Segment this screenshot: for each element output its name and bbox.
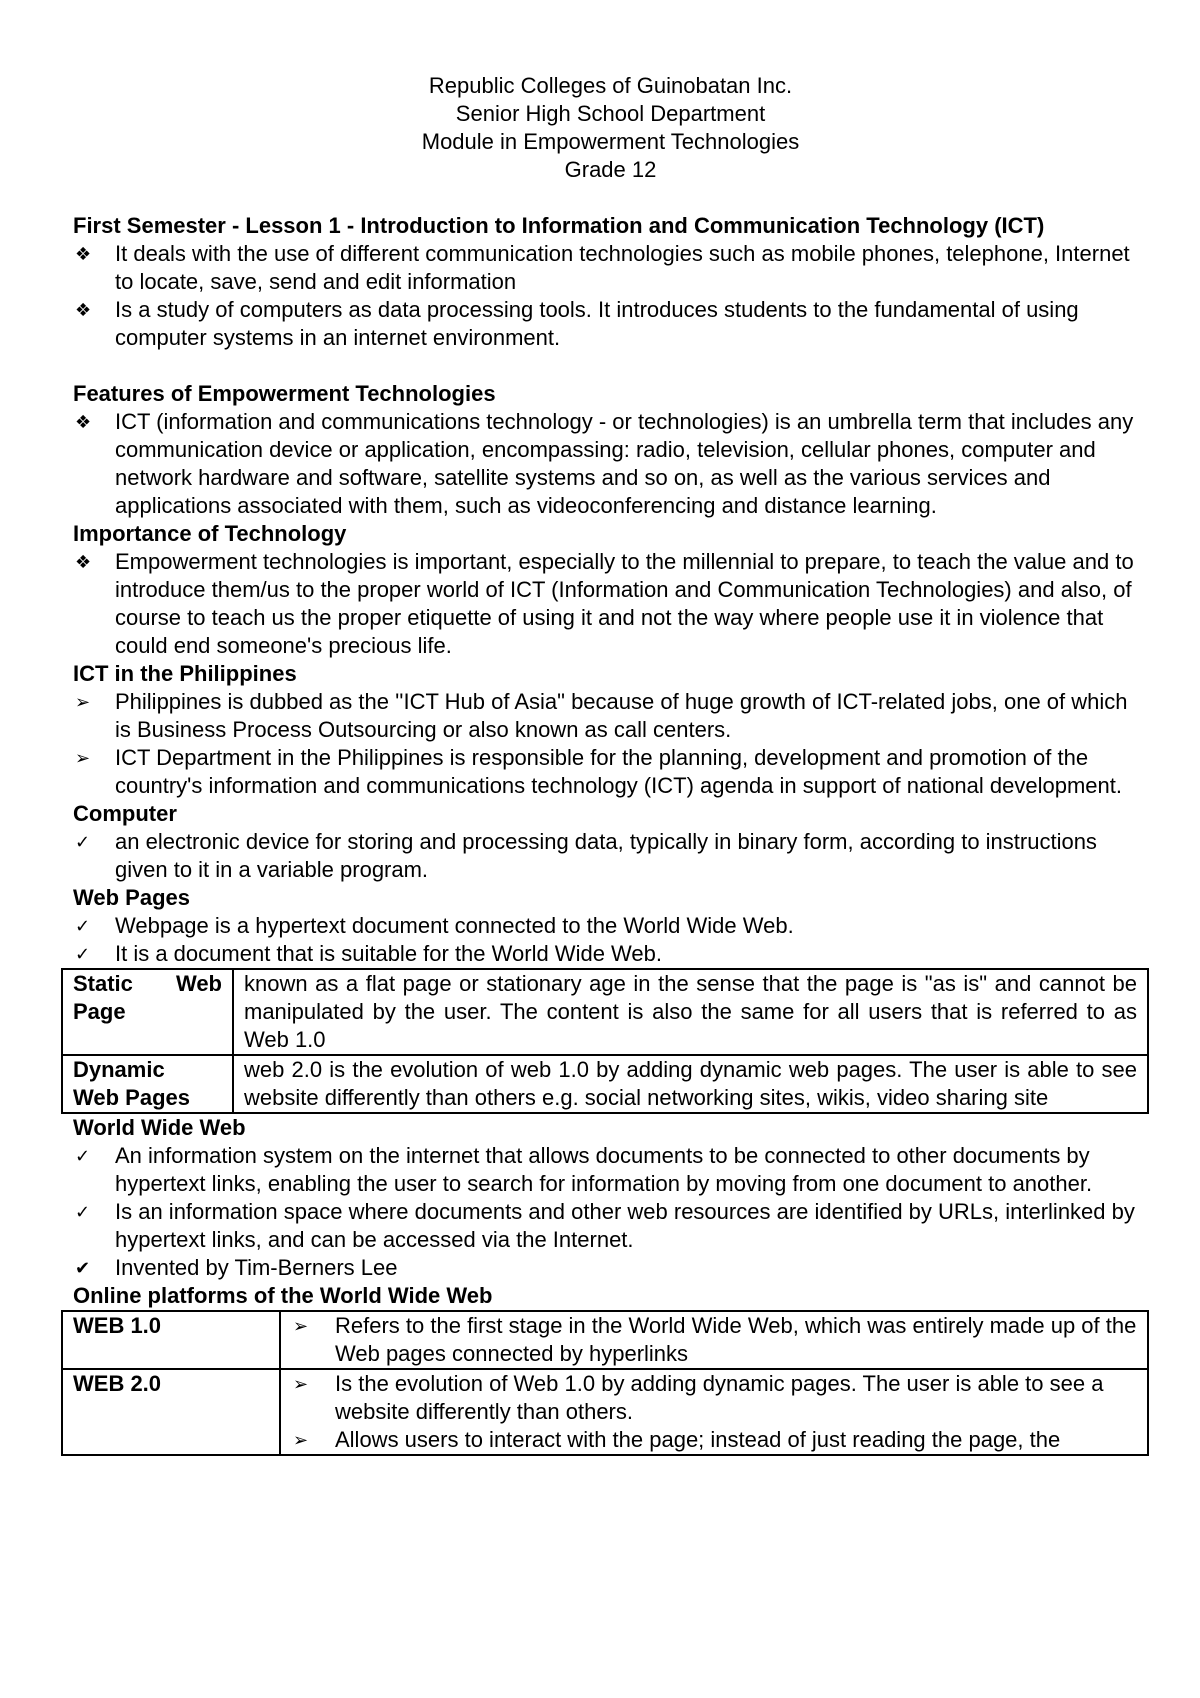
table-cell-description: known as a flat page or stationary age in the sense that the page is "as is" and cannot be manipulated by the user. The content is also the same for all users that is referred to as Web 1.0 <box>233 969 1148 1055</box>
module-title: Module in Empowerment Technologies <box>421 129 800 154</box>
table-row <box>62 969 1148 1055</box>
arrow-bullet-icon: ➢ <box>293 1316 309 1336</box>
table-cell-label: WEB 1.0 <box>62 1311 280 1369</box>
list-item: ✓ Is an information space where documents and other web resources are identified by URLs, interlinked by hypertext links, and can be accessed via the Internet. <box>75 1199 1135 1252</box>
diamond-bullet-icon: ❖ <box>75 244 92 264</box>
table-cell-description <box>280 1311 1148 1369</box>
check-bullet-icon: ✓ <box>75 832 91 852</box>
check-bullet-icon: ✓ <box>75 944 91 964</box>
list-item: ✓ an electronic device for storing and processing data, typically in binary form, according to instructions given to it in a variable program. <box>75 829 1097 882</box>
table-cell-label: Static Web Page <box>62 969 233 1055</box>
school-name: Republic Colleges of Guinobatan Inc. <box>428 73 793 98</box>
table-row <box>62 1369 1148 1455</box>
section-heading-web-pages: Web Pages <box>73 885 190 910</box>
arrow-bullet-icon: ➢ <box>293 1430 309 1450</box>
diamond-bullet-icon: ❖ <box>75 552 92 572</box>
list-item: ➢ Philippines is dubbed as the ''ICT Hub of Asia" because of huge growth of ICT-related jobs, one of which is Business Process Outsourcing or also known as call centers. <box>75 689 1128 742</box>
list-item: ✓ An information system on the internet that allows documents to be connected to other documents by hypertext links, enabling the user to search for information by moving from one document to another. <box>75 1143 1093 1196</box>
arrow-bullet-icon: ➢ <box>75 692 91 712</box>
check-bullet-icon: ✓ <box>75 916 91 936</box>
diamond-bullet-icon: ❖ <box>75 300 92 320</box>
department-name: Senior High School Department <box>455 101 766 126</box>
list-item: ❖ Is a study of computers as data processing tools. It introduces students to the fundamental of using computer systems in an internet environment. <box>75 297 1079 350</box>
table-row <box>62 1055 1148 1113</box>
list-item: ➢ Refers to the first stage in the World Wide Web, which was entirely made up of the Web pages connected by hyperlinks <box>293 1313 1137 1366</box>
platforms-table <box>61 1310 1149 1456</box>
list-item: ➢ ICT Department in the Philippines is responsible for the planning, development and promotion of the country's information and communications technology (ICT) agenda in support of national development. <box>75 745 1122 798</box>
section-heading-importance: Importance of Technology <box>73 521 347 546</box>
list-item: ❖ Empowerment technologies is important, especially to the millennial to prepare, to teach the value and to introduce them/us to the proper world of ICT (Information and Communication Technologies) and also, of course to teach us the proper etiquette of using it and not the way where people use it in violence that could end someone's precious life. <box>75 549 1134 658</box>
list-item: ✔ Invented by Tim-Berners Lee <box>75 1255 398 1280</box>
table-cell-description: web 2.0 is the evolution of web 1.0 by adding dynamic web pages. The user is able to see website differently than others e.g. social networking sites, wikis, video sharing site <box>233 1055 1148 1113</box>
list-item: ❖ It deals with the use of different communication technologies such as mobile phones, telephone, Internet to locate, save, send and edit information <box>75 241 1130 294</box>
section-heading-computer: Computer <box>73 801 177 826</box>
check-bullet-icon: ✓ <box>75 1202 91 1222</box>
list-item: ✓ It is a document that is suitable for the World Wide Web. <box>75 941 662 966</box>
section-heading-features: Features of Empowerment Technologies <box>73 381 496 406</box>
document-header <box>73 72 1148 184</box>
arrow-bullet-icon: ➢ <box>75 748 91 768</box>
table-row <box>62 1311 1148 1369</box>
list-item: ✓ Webpage is a hypertext document connected to the World Wide Web. <box>75 913 794 938</box>
diamond-bullet-icon: ❖ <box>75 412 92 432</box>
list-item: ❖ ICT (information and communications technology - or technologies) is an umbrella term that includes any communication device or application, encompassing: radio, television, cellular phones, computer and network hardware and software, satellite systems and so on, as well as the various services and applications associated with them, such as videoconferencing and distance learning. <box>75 409 1134 518</box>
section-heading-www: World Wide Web <box>73 1115 246 1140</box>
lesson-title: First Semester - Lesson 1 - Introduction to Information and Communication Technology (ICT) <box>73 213 1045 238</box>
section-heading-philippines: ICT in the Philippines <box>73 661 297 686</box>
heavy-check-bullet-icon: ✔ <box>75 1258 91 1278</box>
check-bullet-icon: ✓ <box>75 1146 91 1166</box>
table-cell-description <box>280 1369 1148 1455</box>
table-cell-label: Dynamic Web Pages <box>62 1055 233 1113</box>
list-item: ➢ Allows users to interact with the page; instead of just reading the page, the <box>293 1427 1061 1452</box>
arrow-bullet-icon: ➢ <box>293 1374 309 1394</box>
list-item: ➢ Is the evolution of Web 1.0 by adding dynamic pages. The user is able to see a website differently than others. <box>293 1371 1104 1424</box>
section-heading-platforms: Online platforms of the World Wide Web <box>73 1283 493 1308</box>
web-pages-table <box>61 968 1149 1114</box>
grade-level: Grade 12 <box>564 157 657 182</box>
table-cell-label: WEB 2.0 <box>62 1369 280 1455</box>
document-page <box>73 72 1148 1456</box>
